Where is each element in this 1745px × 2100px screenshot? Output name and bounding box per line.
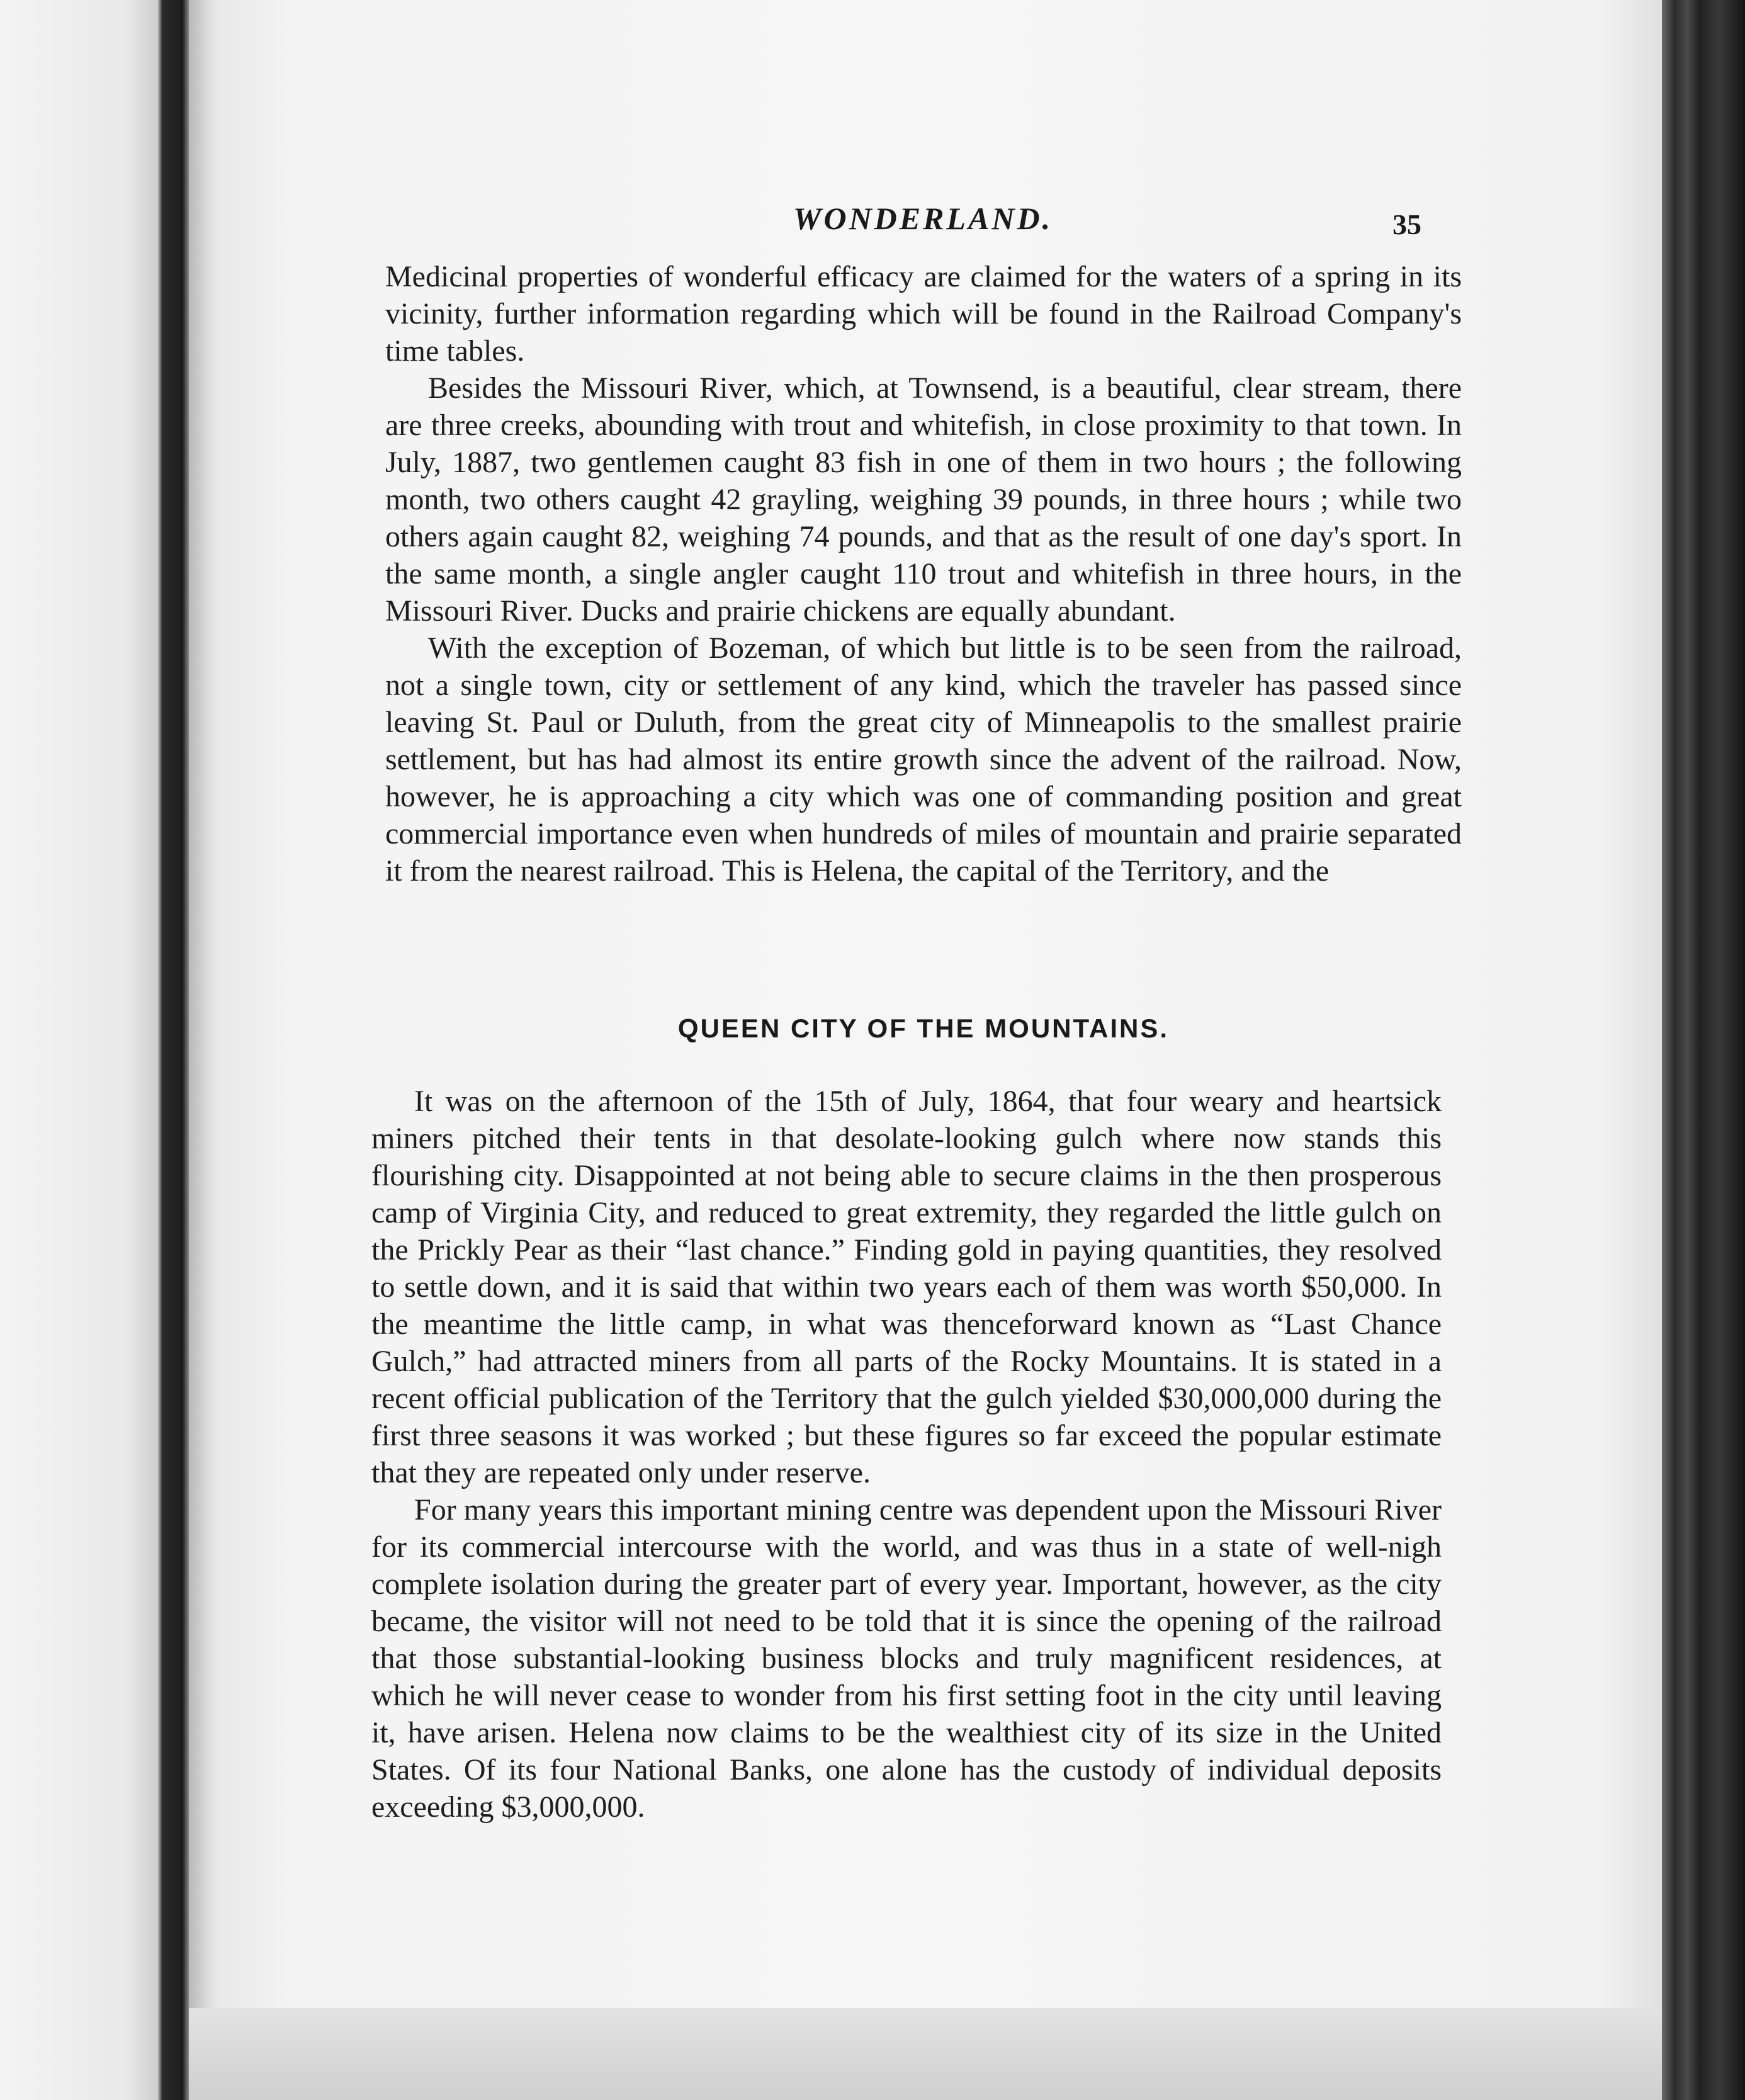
paragraph: Besides the Missouri River, which, at Townsend, is a beautiful, clear stream, there are three creeks, abounding with trout and whitefish, in close proximity to that town. In July, 1887, two gentlemen caught 83 fish in one of them in two hours ; the following month, two others caught 42 grayling, weighing 39 pounds, in three hours ; while two others again caught 82, weighing 74 pounds, and that as the result of one day's sport. In the same month, a single angler caught 110 trout and whitefish in three hours, in the Missouri River. Ducks and prairie chickens are equally abundant. bbox=[385, 371, 1462, 628]
paragraph: Medicinal properties of wonderful efficacy are claimed for the waters of a spring in its vicinity, further information regarding which will be found in the Railroad Company's time tables. bbox=[385, 260, 1462, 368]
running-title: WONDERLAND. bbox=[793, 201, 1053, 236]
paragraph: With the exception of Bozeman, of which but little is to be seen from the railroad, not a single town, city or settlement of any kind, which the traveler has passed since leaving St. Paul or Duluth, from the great city of Minneapolis to the smallest prairie settlement, but has had almost its entire growth since the advent of the railroad. Now, however, he is approaching a city which was one of commanding position and great commercial importance even when hundreds of miles of mountain and prairie separated it from the nearest railroad. This is Helena, the capital of the Territory, and the bbox=[385, 631, 1462, 888]
paragraph: It was on the afternoon of the 15th of July, 1864, that four weary and heartsick miners pitched their tents in that desolate-looking gulch where now stands this flourishing city. Disappointed at not being able to secure claims in the then prosperous camp of Virginia City, and reduced to great extremity, they regarded the little gulch on the Prickly Pear as their “last chance.” Finding gold in paying quantities, they resolved to settle down, and it is said that within two years each of them was worth $50,000. In the meantime the little camp, in what was thenceforward known as “Last Chance Gulch,” had attracted miners from all parts of the Rocky Mountains. It is stated in a recent official publication of the Territory that the gulch yielded $30,000,000 during the first three seasons it was worked ; but these figures so far exceed the popular estimate that they are repeated only under reserve. bbox=[371, 1085, 1442, 1489]
paper-bottom-edge bbox=[189, 2008, 1687, 2100]
section-heading: QUEEN CITY OF THE MOUNTAINS. bbox=[677, 1013, 1170, 1043]
page-number: 35 bbox=[1392, 208, 1421, 240]
left-page-edge bbox=[0, 0, 189, 2100]
book-gutter bbox=[189, 0, 214, 2100]
right-binding-edge bbox=[1662, 0, 1745, 2100]
text-block-queen-city bbox=[371, 1083, 1442, 1826]
text-block-intro bbox=[385, 258, 1462, 889]
paragraph: For many years this important mining centre was dependent upon the Missouri River for its commercial intercourse with the world, and was thus in a state of well-nigh complete isolation during the greater part of every year. Important, however, as the city became, the visitor will not need to be told that it is since the opening of the railroad that those substantial-looking business blocks and truly magnificent residences, at which he will never cease to wonder from his first setting foot in the city until leaving it, have arisen. Helena now claims to be the wealthiest city of its size in the United States. Of its four National Banks, one alone has the custody of individual deposits exceeding $3,000,000. bbox=[371, 1493, 1442, 1824]
